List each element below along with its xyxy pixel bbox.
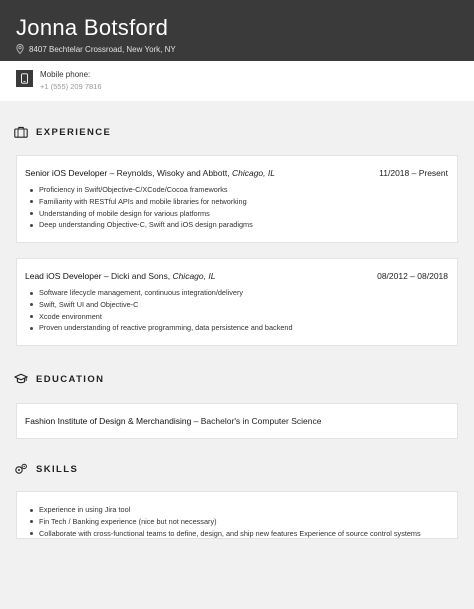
job-title: Senior iOS Developer	[25, 168, 108, 178]
experience-heading	[14, 126, 111, 138]
graduation-cap-icon	[14, 373, 28, 385]
job-bullets	[30, 184, 253, 231]
skills-title: SKILLS	[36, 463, 79, 475]
skills-list	[30, 504, 421, 539]
job-role-line	[25, 168, 275, 178]
list-item: Xcode environment	[30, 311, 293, 323]
list-item: Deep understanding Objective-C, Swift and iOS design paradigms	[30, 219, 253, 231]
list-item: Collaborate with cross-functional teams to define, design, and ship new features Experience of source control systems	[30, 528, 421, 540]
list-item: Fin Tech / Banking experience (nice but not necessary)	[30, 516, 421, 528]
list-item: Software lifecycle management, continuous integration/delivery	[30, 287, 293, 299]
job-location: Chicago, IL	[172, 271, 216, 281]
skills-card	[16, 491, 458, 539]
school-name: Fashion Institute of Design & Merchandising	[25, 416, 192, 426]
list-item: Swift, Swift UI and Objective-C	[30, 299, 293, 311]
address-row	[16, 44, 176, 54]
job-separator: –	[101, 271, 111, 281]
job-separator: –	[107, 168, 117, 178]
job-role-line	[25, 271, 215, 281]
job-title: Lead iOS Developer	[25, 271, 102, 281]
map-pin-icon	[16, 44, 24, 54]
candidate-name: Jonna Botsford	[16, 15, 169, 40]
phone-label: Mobile phone:	[40, 70, 91, 79]
education-separator: –	[191, 416, 201, 426]
degree-name: Bachelor's in Computer Science	[200, 416, 322, 426]
list-item: Familiarity with RESTful APIs and mobile libraries for networking	[30, 196, 253, 208]
education-card	[16, 403, 458, 439]
job-bullets	[30, 287, 293, 334]
job-company: Dicki and Sons,	[111, 271, 171, 281]
list-item: Understanding of mobile design for various platforms	[30, 208, 253, 220]
address-text: 8407 Bechtelar Crossroad, New York, NY	[29, 44, 176, 54]
education-heading	[14, 373, 104, 385]
mobile-phone-icon	[16, 70, 33, 87]
experience-title: EXPERIENCE	[36, 126, 112, 138]
education-line	[25, 416, 321, 426]
contact-bar	[0, 61, 474, 101]
resume-header	[0, 0, 474, 61]
job-card-2	[16, 258, 458, 346]
skills-heading	[14, 463, 78, 475]
job-location: Chicago, IL	[231, 168, 275, 178]
gears-icon	[14, 463, 28, 475]
list-item: Experience in using Jira tool	[30, 504, 421, 516]
education-title: EDUCATION	[36, 373, 105, 385]
job-company: Reynolds, Wisoky and Abbott,	[116, 168, 230, 178]
briefcase-icon	[14, 126, 28, 138]
phone-value: +1 (555) 209 7816	[40, 82, 102, 91]
job-dates: 11/2018 – Present	[379, 168, 448, 178]
list-item: Proficiency in Swift/Objective-C/XCode/Cocoa frameworks	[30, 184, 253, 196]
job-dates: 08/2012 – 08/2018	[377, 271, 448, 281]
job-card-1	[16, 155, 458, 243]
list-item: Proven understanding of reactive programming, data persistence and backend	[30, 322, 293, 334]
